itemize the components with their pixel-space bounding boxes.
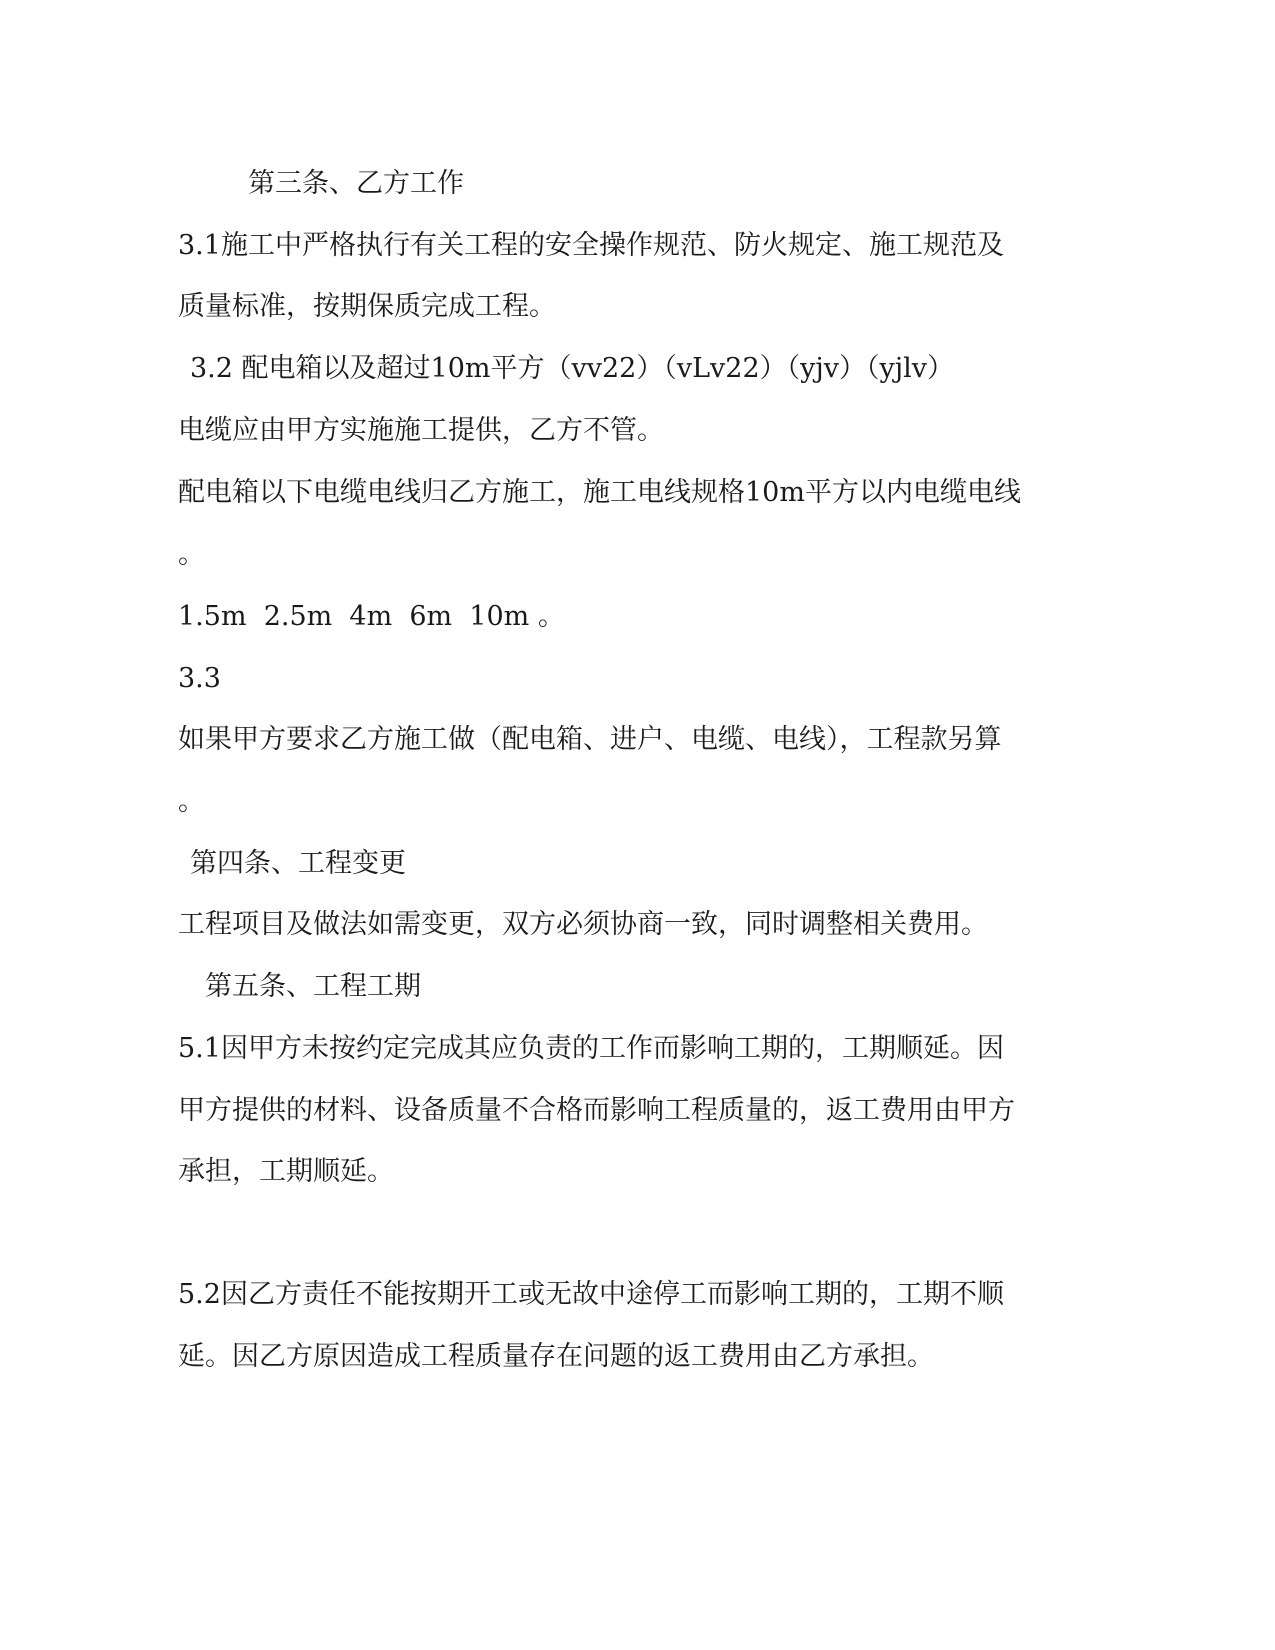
paragraph-3-3-number: 3.3 [178, 663, 221, 694]
cable-sizes-line: 1.5m 2.5m 4m 6m 10m 。 [178, 601, 565, 632]
section-heading-5: 第五条、工程工期 [205, 971, 421, 1002]
paragraph-5-1-line-3: 承担，工期顺延。 [178, 1156, 394, 1187]
paragraph-5-2-line-1: 5.2因乙方责任不能按期开工或无故中途停工而影响工期的，工期不顺 [178, 1279, 1004, 1310]
paragraph-3-1-line-1: 3.1施工中严格执行有关工程的安全操作规范、防火规定、施工规范及 [178, 230, 1004, 261]
section-heading-3: 第三条、乙方工作 [248, 168, 464, 199]
paragraph-3-3-line-2: 。 [178, 786, 205, 817]
paragraph-3-3-line-1: 如果甲方要求乙方施工做（配电箱、进户、电缆、电线），工程款另算 [178, 724, 1002, 755]
section-heading-4: 第四条、工程变更 [190, 848, 406, 879]
paragraph-5-1-line-2: 甲方提供的材料、设备质量不合格而影响工程质量的，返工费用由甲方 [178, 1095, 1015, 1126]
paragraph-4-line-1: 工程项目及做法如需变更，双方必须协商一致，同时调整相关费用。 [178, 909, 988, 940]
paragraph-3-2-line-1: 3.2 配电箱以及超过10m平方（vv22）（vLv22）（yjv）（yjlv） [190, 353, 955, 384]
paragraph-3-2-line-3: 配电箱以下电缆电线归乙方施工，施工电线规格10m平方以内电缆电线 [178, 477, 1021, 508]
paragraph-5-2-line-2: 延。因乙方原因造成工程质量存在问题的返工费用由乙方承担。 [178, 1341, 934, 1372]
paragraph-3-2-line-2: 电缆应由甲方实施施工提供，乙方不管。 [178, 415, 664, 446]
paragraph-5-1-line-1: 5.1因甲方未按约定完成其应负责的工作而影响工期的，工期顺延。因 [178, 1033, 1004, 1064]
paragraph-3-2-line-4: 。 [178, 539, 205, 570]
paragraph-3-1-line-2: 质量标准，按期保质完成工程。 [178, 291, 556, 322]
